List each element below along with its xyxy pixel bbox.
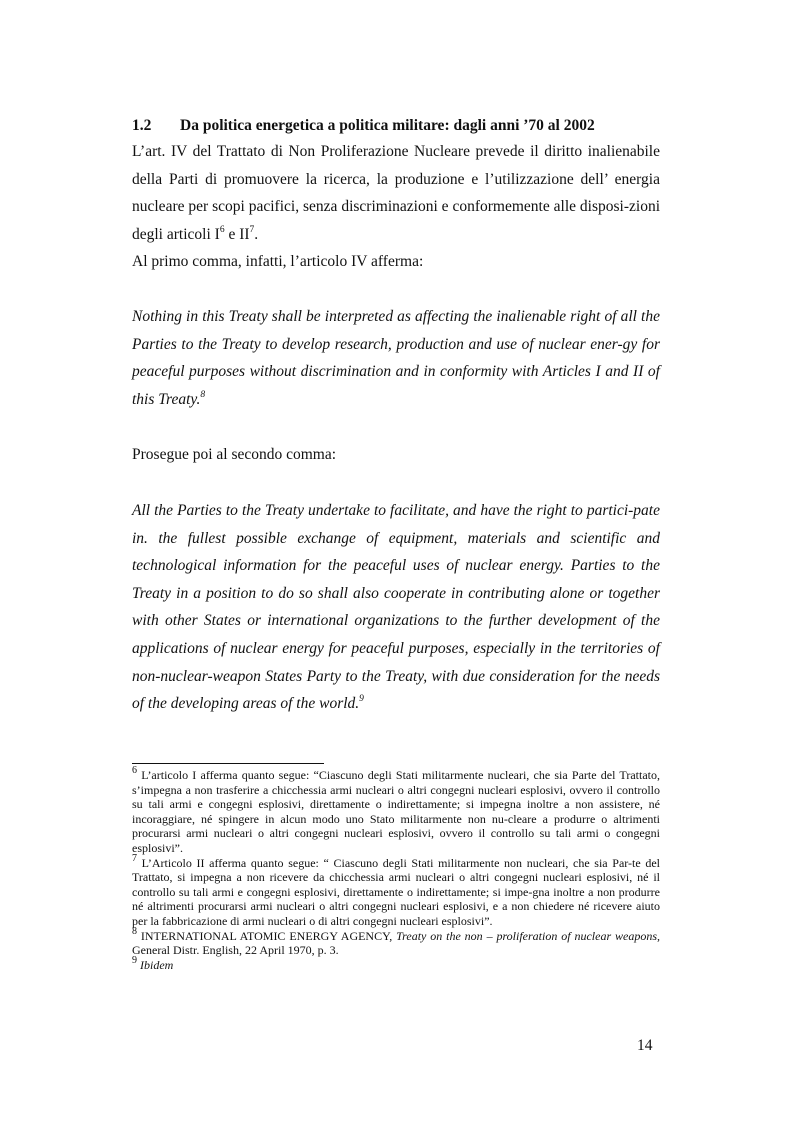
main-content	[132, 114, 660, 718]
footnote-ref-9[interactable]: 9	[359, 693, 364, 704]
transition-line: Prosegue poi al secondo comma:	[132, 446, 337, 464]
page-number: 14	[637, 1037, 653, 1054]
footnote-7	[132, 852, 660, 929]
spacer	[132, 469, 660, 497]
section-title: Da politica energetica a politica militare: dagli anni ’70 al 2002	[180, 117, 595, 134]
footnote-number: 7	[132, 852, 137, 864]
intro-connector: e II	[224, 225, 250, 243]
spacer	[132, 413, 660, 441]
section-number: 1.2	[132, 117, 152, 134]
footnote-text: L’Articolo II afferma quanto segue: “ Ciascuno degli Stati militarmente non nucleari, che sia Par-te del Trattato, si impegna a non ricevere da chicchessia armi nucleari o altri congegni nucleari esplosivi, né il controllo su tali armi e congegni esplosivi, direttamente o indirettamente; si impe-gna inoltre a non produrre né altrimenti procurarsi armi nucleari o altri congegni nucleari esplosivi, e a non chiedere né ricevere aiuto per la fabbricazione di armi nucleari o di altri congegni nucleari esplosivi”.	[132, 855, 660, 928]
footnote-author: INTERNATIONAL ATOMIC ENERGY AGENCY,	[137, 928, 397, 943]
section-heading	[132, 114, 660, 138]
footnote-rest: General Distr. English, 22 April 1970, p. 3.	[132, 943, 339, 958]
footnote-8	[132, 925, 661, 958]
spacer	[132, 276, 660, 303]
footnotes	[132, 765, 661, 972]
intro-paragraph	[132, 138, 660, 248]
footnote-ref-8[interactable]: 8	[200, 389, 206, 400]
footnote-number: 9	[132, 954, 137, 966]
footnote-ref-6[interactable]: 6	[219, 224, 225, 235]
footnote-9	[132, 954, 660, 973]
footnote-ref-7[interactable]: 7	[249, 224, 255, 235]
footnote-divider	[132, 763, 324, 764]
quote1-text: Nothing in this Treaty shall be interpreted as affecting the inalienable right of all the Parties to the Treaty to develop research, production and use of nuclear ener-gy for peaceful purposes without discrimination and in conformity with Articles I and II of this Treaty.	[132, 307, 660, 408]
footnote-text: L’articolo I afferma quanto segue: “Ciascuno degli Stati militarmente nucleari, che sia Parte del Trattato, s’impegna a non trasferire a chicchessia armi nucleari o altri congegni nucleari esplosivi, ovvero il controllo su tali armi e congegni esplosivi, direttamente o indirettamente; si impegna inoltre a non assistere, né incoraggiare, né spingere in alcun modo uno Stato militarmente non nu-cleare a produrre o altrimenti procurarsi armi nucleari o altri congegni nucleari esplosivi, ovvero il controllo su tali armi o congegni esplosivi”.	[132, 768, 660, 855]
quote-second-paragraph	[132, 497, 660, 718]
intro-text: L’art. IV del Trattato di Non Proliferazione Nucleare prevede il diritto inalienabile della Parti di promuovere la ricerca, la produzione e l’utilizzazione dell’ energia nucleare per scopi pacifici, senza discriminazioni e conformemente alle disposi-zioni degli articoli I	[132, 143, 660, 243]
footnote-title: Treaty on the non – proliferation of nuclear weapons,	[396, 928, 661, 943]
footnote-number: 6	[132, 765, 137, 776]
footnote-text: Ibidem	[137, 957, 174, 972]
intro-end: .	[254, 225, 259, 243]
quote-first-paragraph	[132, 303, 660, 413]
footnote-6	[132, 765, 660, 856]
intro-line-2: Al primo comma, infatti, l’articolo IV afferma:	[132, 253, 424, 271]
footnote-number: 8	[132, 925, 137, 937]
quote2-text: All the Parties to the Treaty undertake to facilitate, and have the right to partici-pate in. the fullest possible exchange of equipment, materials and scientific and technological information for the peaceful uses of nuclear energy. Parties to the Treaty in a position to do so shall also cooperate in contributing alone or together with other States or international organizations to the further development of the applications of nuclear energy for peaceful purposes, especially in the territories of non-nuclear-weapon States Party to the Treaty, with due consideration for the needs of the developing areas of the world.	[132, 501, 660, 713]
